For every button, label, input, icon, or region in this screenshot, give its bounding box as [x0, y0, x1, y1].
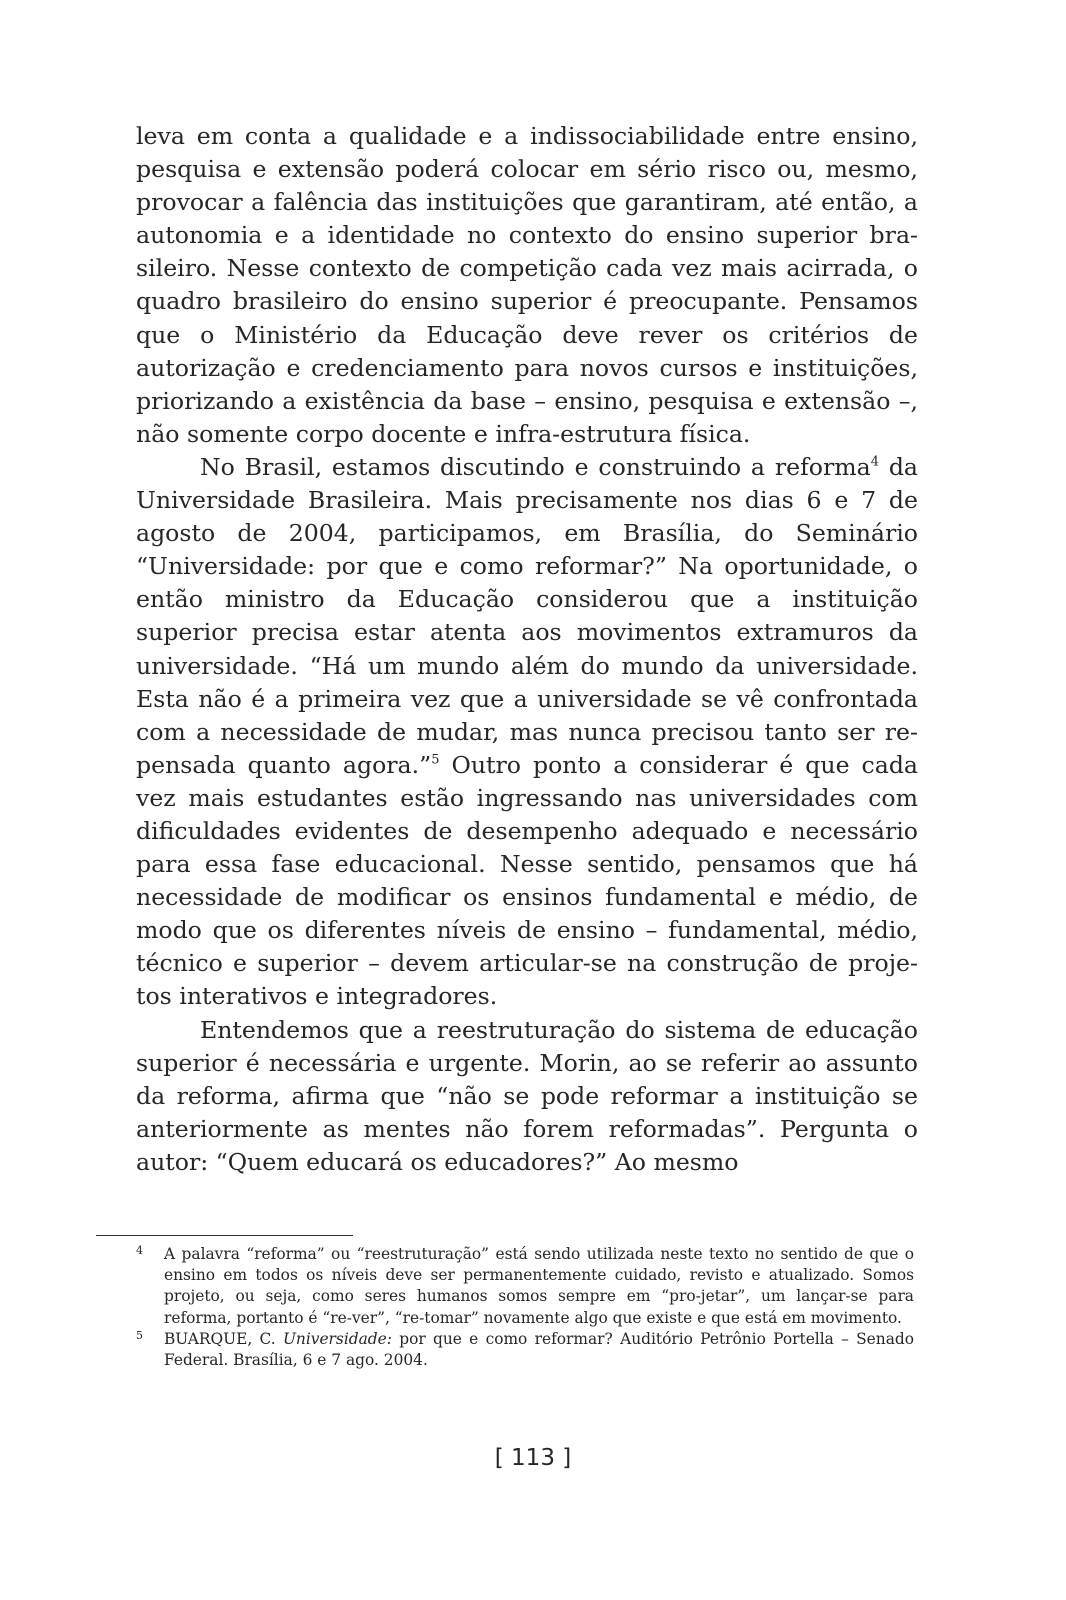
paragraph-text: Outro ponto a considerar é que cada vez mais estudantes estão ingressando nas universidades com dificuldades evidentes de desempenho adequado e necessário para essa fase educacional. Nesse sentido, pensamos que há necessidade de modificar os ensinos fundamental e médio, de modo que os diferentes níveis de ensino – fundamental, médio, técnico e superior – devem articular-se na construção de projetos interativos e integradores. — [136, 750, 918, 1011]
paragraph-text: No Brasil, estamos discutindo e construindo a reforma — [200, 452, 871, 481]
footnote-reference[interactable]: 4 — [870, 454, 879, 470]
footnote-text: A palavra “reforma” ou “reestruturação” está sendo utilizada neste texto no sentido de que o ensino em todos os níveis deve ser permanentemente cuidado, revisto e atualizado. Somos projeto, ou seja, como seres humanos somos sempre em “pro-jetar”, um lançar-se para reforma, portanto é “re-ver”, “re-tomar” novamente algo que existe e que está em movimento. — [164, 1245, 914, 1327]
footnote-number: 5 — [136, 1328, 143, 1342]
footnote — [134, 1329, 914, 1371]
footnote-reference[interactable]: 5 — [431, 752, 440, 768]
footnote-text: por que e como reformar? Auditório Petrônio Portella – Senado Federal. Brasília, 6 e 7 ago. 2004. — [164, 1329, 914, 1370]
footnote-separator — [96, 1235, 353, 1236]
footnote — [134, 1244, 914, 1329]
page-number: [ 113 ] — [494, 1445, 572, 1471]
paragraph — [136, 451, 918, 1014]
footnote-author: BUARQUE, C. — [164, 1329, 283, 1348]
paragraph-text: da Universidade Brasileira. Mais precisamente nos dias 6 e 7 de agosto de 2004, participamos, em Brasília, do Seminário “Universidade: por que e como reformar?” Na oportunidade, o então ministro da Educação considerou que a instituição superior precisa estar atenta aos movimentos extramuros da universidade. “Há um mundo além do mundo da universidade. Esta não é a primeira vez que a universidade se vê confrontada com a necessidade de mudar, mas nunca precisou tanto ser repensada quanto agora.” — [136, 452, 919, 779]
paragraph: leva em conta a qualidade e a indissociabilidade entre ensino, pesquisa e extensão poderá colocar em sério risco ou, mesmo, provocar a falência das instituições que garantiram, até então, a autonomia e a identidade no contexto do ensino superior brasileiro. Nesse contexto de competição cada vez mais acirrada, o quadro brasileiro do ensino superior é preocupante. Pensamos que o Ministério da Educação deve rever os critérios de autorização e credenciamento para novos cursos e instituições, priorizando a existência da base – ensino, pesquisa e extensão –, não somente corpo docente e infra-estrutura física. — [136, 122, 918, 448]
paragraph: Entendemos que a reestruturação do sistema de educação superior é necessária e urgente. Morin, ao se referir ao assunto da reforma, afirma que “não se pode reformar a instituição se anteriormente as mentes não forem reformadas”. Pergunta o autor: “Quem educará os educadores?” Ao mesmo — [136, 1015, 918, 1176]
main-text — [136, 120, 918, 1179]
footnote-number: 4 — [136, 1244, 143, 1257]
footnote-title: Universidade: — [282, 1329, 392, 1348]
footnotes — [134, 1244, 914, 1371]
